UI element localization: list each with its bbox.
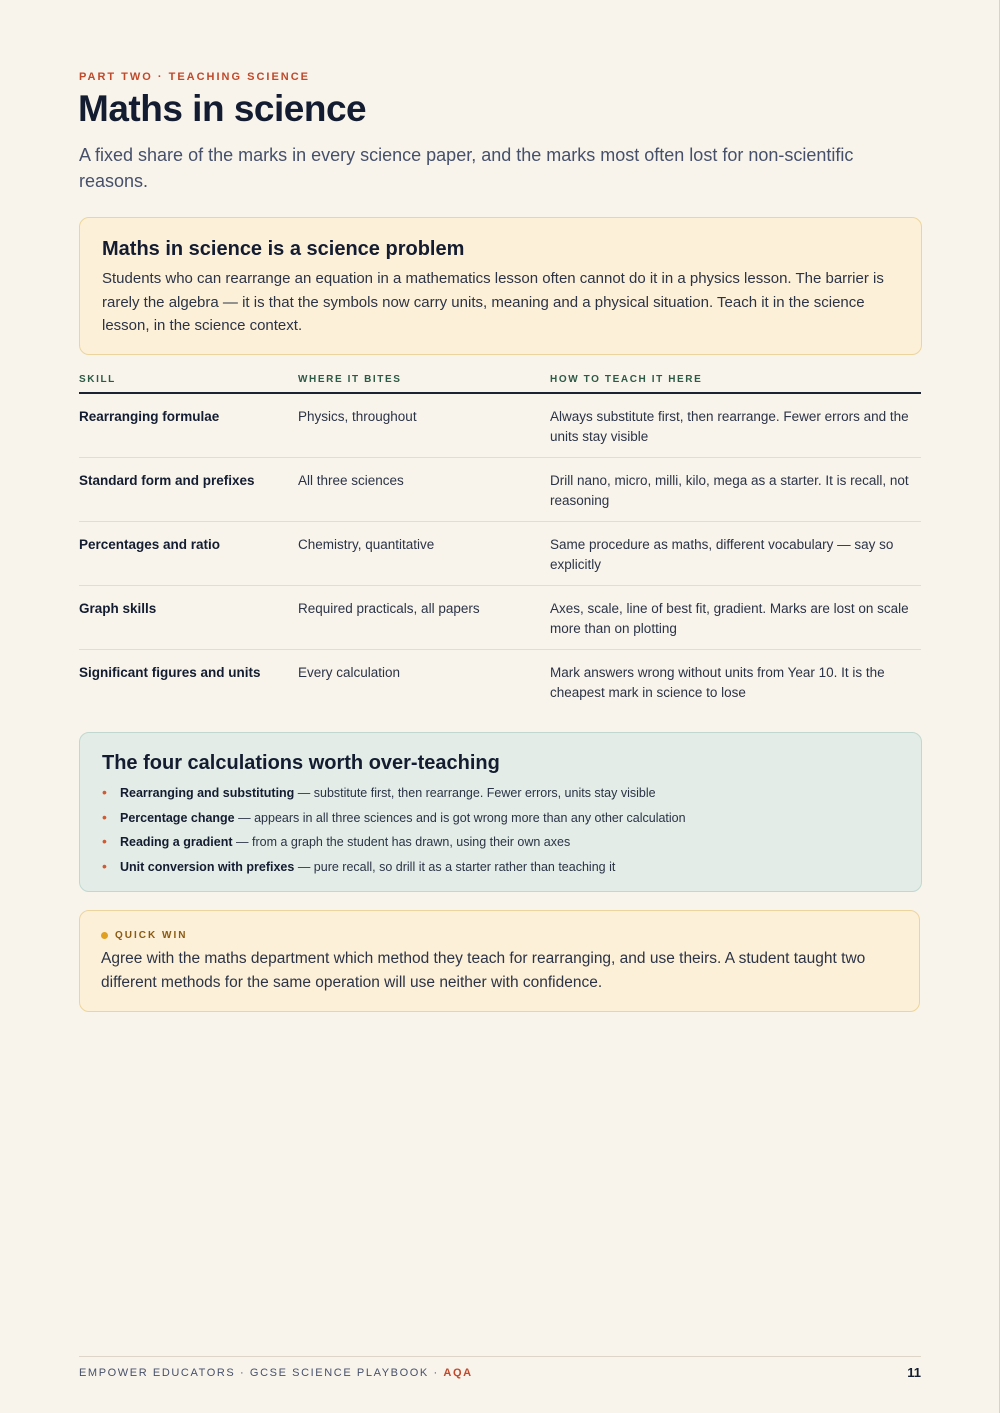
footer-divider [79, 1356, 921, 1357]
skill-cell: Graph skills [79, 601, 157, 616]
quick-win-box [79, 910, 920, 1012]
item-text: — appears in all three sciences and is got wrong more than any other calculation [234, 810, 686, 825]
item-text: — substitute first, then rearrange. Fewer errors, units stay visible [294, 786, 656, 800]
skills-table [79, 372, 921, 714]
dot-icon [101, 932, 108, 939]
calculations-list [102, 781, 899, 879]
list-item [102, 855, 899, 880]
table-row [79, 586, 921, 650]
skill-cell: Standard form and prefixes [79, 473, 255, 488]
header-skill: SKILL [79, 374, 116, 385]
how-cell: Axes, scale, line of best fit, gradient. Marks are lost on scale more than on plotting [550, 601, 909, 636]
where-cell: Every calculation [298, 665, 401, 680]
callout-heading: Maths in science is a science problem [102, 238, 465, 260]
table-row [79, 394, 921, 458]
how-cell: Same procedure as maths, different vocabulary — say so explicitly [550, 537, 894, 572]
table-row [79, 522, 921, 586]
item-text: — pure recall, so drill it as a starter rather than teaching it [294, 859, 616, 874]
section-kicker: PART TWO · TEACHING SCIENCE [79, 71, 311, 83]
page-number: 11 [907, 1365, 921, 1380]
footer-board: AQA [443, 1367, 473, 1379]
calculations-heading: The four calculations worth over-teaching [102, 752, 500, 774]
table-row [79, 650, 921, 714]
bullet-icon: • [102, 857, 107, 874]
page-title: Maths in science [78, 88, 367, 129]
callout-body: Students who can rearrange an equation in a mathematics lesson often cannot do it in a physics lesson. The barrier is rarely the algebra — it is that the symbols now carry units, meaning and a physical situation. Teach it in the science lesson, in the science context. [102, 270, 884, 334]
item-term: Rearranging and substituting [120, 786, 295, 800]
where-cell: Required practicals, all papers [298, 601, 480, 616]
quick-win-body: Agree with the maths department which method they teach for rearranging, and use theirs. A student taught two different methods for the same operation will use neither with confidence. [101, 950, 866, 991]
skill-cell: Percentages and ratio [79, 537, 221, 552]
footer-title: EMPOWER EDUCATORS · GCSE SCIENCE PLAYBOOK · [79, 1367, 444, 1379]
science-problem-callout [79, 217, 922, 355]
bullet-icon: • [102, 808, 107, 825]
quick-win-label-text: QUICK WIN [115, 930, 188, 941]
where-cell: Physics, throughout [298, 409, 417, 424]
bullet-icon: • [102, 784, 107, 800]
skill-cell: Rearranging formulae [79, 409, 220, 424]
item-term: Reading a gradient [120, 835, 233, 849]
table-header-row [79, 372, 921, 394]
list-item [102, 781, 899, 806]
bullet-icon: • [102, 833, 107, 849]
table-row [79, 458, 921, 522]
four-calculations-box [79, 732, 922, 892]
where-cell: Chemistry, quantitative [298, 537, 435, 552]
item-text: — from a graph the student has drawn, using their own axes [232, 835, 571, 849]
how-cell: Mark answers wrong without units from Year 10. It is the cheapest mark in science to lose [550, 665, 885, 700]
item-term: Unit conversion with prefixes [120, 859, 295, 874]
how-cell: Always substitute first, then rearrange. Fewer errors and the units stay visible [550, 409, 909, 444]
where-cell: All three sciences [298, 473, 404, 488]
quick-win-label [101, 930, 898, 941]
item-term: Percentage change [120, 810, 235, 825]
header-how-to-teach: HOW TO TEACH IT HERE [550, 374, 703, 385]
page-subtitle: A fixed share of the marks in every science paper, and the marks most often lost for non-scientific reasons. [79, 145, 854, 191]
header-where-it-bites: WHERE IT BITES [298, 374, 402, 385]
list-item [102, 806, 899, 831]
list-item [102, 830, 899, 855]
footer-publication [79, 1367, 473, 1379]
how-cell: Drill nano, micro, milli, kilo, mega as a starter. It is recall, not reasoning [550, 473, 909, 508]
skill-cell: Significant figures and units [79, 665, 261, 680]
